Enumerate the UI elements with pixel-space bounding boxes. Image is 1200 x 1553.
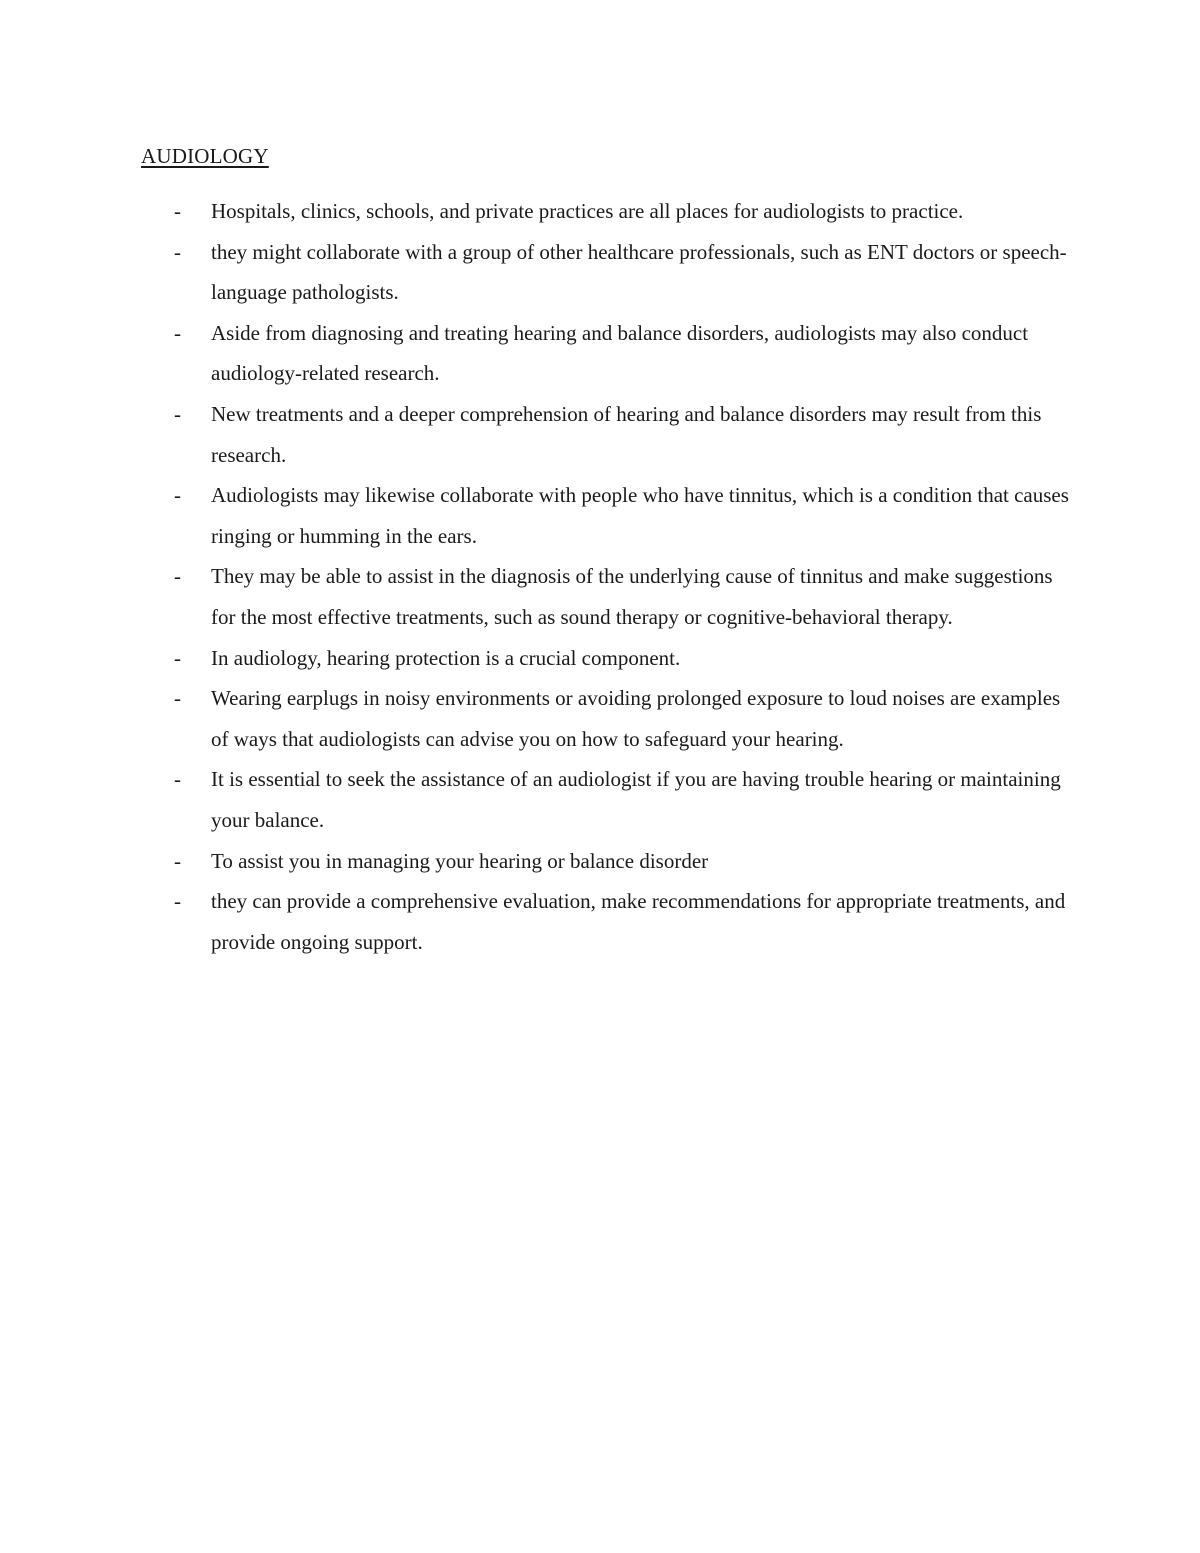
bullet-dash: -	[174, 239, 181, 264]
bullet-dash: -	[174, 483, 181, 508]
list-item	[174, 556, 1074, 637]
bullet-dash: -	[174, 848, 181, 873]
bullet-dash: -	[174, 401, 181, 426]
list-item	[174, 313, 1074, 394]
list-item-text: New treatments and a deeper comprehension of hearing and balance disorders may result from this research.	[211, 401, 1042, 467]
bullet-list	[174, 191, 1074, 962]
bullet-dash: -	[174, 199, 181, 223]
list-item-text: Audiologists may likewise collaborate with people who have tinnitus, which is a condition that causes ringing or humming in the ears.	[211, 483, 1069, 548]
list-item-text: Aside from diagnosing and treating hearing and balance disorders, audiologists may also conduct audiology-related research.	[211, 320, 1029, 386]
list-item-text: They may be able to assist in the diagnosis of the underlying cause of tinnitus and make suggestions for the most effective treatments, such as sound therapy or cognitive-behavioral therapy.	[211, 564, 1053, 629]
list-item	[174, 678, 1074, 759]
list-item	[174, 232, 1074, 313]
list-item-text: To assist you in managing your hearing or balance disorder	[211, 848, 709, 873]
list-item-text: In audiology, hearing protection is a crucial component.	[211, 645, 681, 670]
list-item	[174, 841, 1074, 882]
list-item-text: they might collaborate with a group of other healthcare professionals, such as ENT doctors or speech-language pathologists.	[211, 239, 1067, 305]
list-item	[174, 638, 1074, 679]
list-item	[174, 191, 1074, 232]
bullet-dash: -	[174, 767, 181, 792]
bullet-dash: -	[174, 686, 181, 711]
list-item-text: It is essential to seek the assistance of an audiologist if you are having trouble hearing or maintaining your balance.	[211, 767, 1061, 832]
list-item-text: Wearing earplugs in noisy environments or avoiding prolonged exposure to loud noises are examples of ways that audiologists can advise you on how to safeguard your hearing.	[211, 686, 1061, 751]
bullet-dash: -	[174, 564, 181, 589]
list-item	[174, 394, 1074, 475]
list-item	[174, 475, 1074, 556]
list-item	[174, 759, 1074, 840]
bullet-dash: -	[174, 320, 181, 345]
document-title: AUDIOLOGY	[141, 144, 269, 168]
list-item	[174, 881, 1074, 962]
list-item-text: Hospitals, clinics, schools, and private practices are all places for audiologists to practice.	[211, 199, 964, 223]
bullet-dash: -	[174, 889, 181, 914]
list-item-text: they can provide a comprehensive evaluation, make recommendations for appropriate treatments, and provide ongoing support.	[211, 889, 1066, 954]
bullet-dash: -	[174, 645, 181, 670]
